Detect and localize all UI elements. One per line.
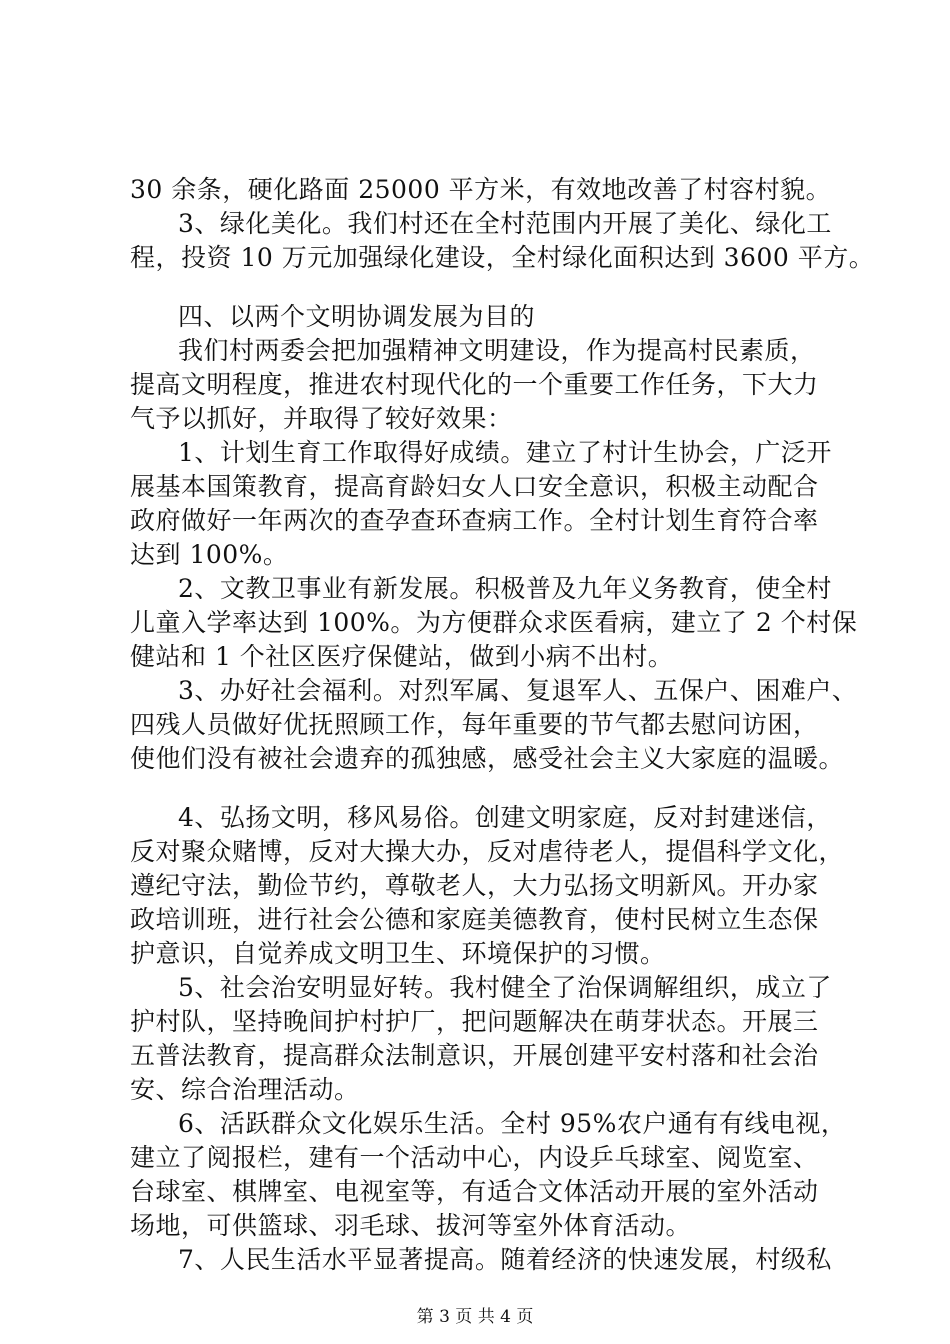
- text-line: 护意识，自觉养成文明卫生、环境保护的习惯。: [130, 939, 666, 968]
- text-line: 程，投资 10 万元加强绿化建设，全村绿化面积达到 3600 平方。: [130, 243, 875, 272]
- text-line: 5、社会治安明显好转。我村健全了治保调解组织，成立了: [178, 973, 832, 1002]
- text-line: 6、活跃群众文化娱乐生活。全村 95%农户通有有线电视，: [178, 1109, 847, 1138]
- text-line: 政培训班，进行社会公德和家庭美德教育，使村民树立生态保: [130, 905, 819, 934]
- text-line: 我们村两委会把加强精神文明建设，作为提高村民素质，: [178, 336, 816, 365]
- text-line: 五普法教育，提高群众法制意识，开展创建平安村落和社会治: [130, 1041, 819, 1070]
- text-line: 安、综合治理活动。: [130, 1075, 360, 1104]
- text-line: 3、绿化美化。我们村还在全村范围内开展了美化、绿化工: [178, 209, 832, 238]
- text-line: 台球室、棋牌室、电视室等，有适合文体活动开展的室外活动: [130, 1177, 819, 1206]
- text-line: 健站和 1 个社区医疗保健站，做到小病不出村。: [130, 642, 674, 671]
- text-line: 遵纪守法，勤俭节约，尊敬老人，大力弘扬文明新风。开办家: [130, 871, 819, 900]
- text-line: 提高文明程度，推进农村现代化的一个重要工作任务，下大力: [130, 370, 819, 399]
- text-line: 7、人民生活水平显著提高。随着经济的快速发展，村级私: [178, 1245, 832, 1274]
- text-line: 儿童入学率达到 100%。为方便群众求医看病，建立了 2 个村保: [130, 608, 858, 637]
- text-line: 2、文教卫事业有新发展。积极普及九年义务教育，使全村: [178, 574, 832, 603]
- text-line: 四残人员做好优抚照顾工作，每年重要的节气都去慰问访困，: [130, 710, 819, 739]
- text-line: 反对聚众赌博，反对大操大办，反对虐待老人，提倡科学文化，: [130, 837, 845, 866]
- text-line: 气予以抓好，并取得了较好效果：: [130, 404, 513, 433]
- text-line: 3、办好社会福利。对烈军属、复退军人、五保户、困难户、: [178, 676, 858, 705]
- text-line: 建立了阅报栏，建有一个活动中心，内设乒乓球室、阅览室、: [130, 1143, 819, 1172]
- text-line: 30 余条，硬化路面 25000 平方米，有效地改善了村容村貌。: [130, 175, 832, 204]
- text-line: 1、计划生育工作取得好成绩。建立了村计生协会，广泛开: [178, 438, 832, 467]
- text-line: 场地，可供篮球、羽毛球、拔河等室外体育活动。: [130, 1211, 692, 1240]
- section-heading: 四、以两个文明协调发展为目的: [178, 302, 536, 331]
- page-footer: 第 3 页 共 4 页: [416, 1307, 534, 1327]
- text-line: 4、弘扬文明，移风易俗。创建文明家庭，反对封建迷信，: [178, 803, 832, 832]
- text-line: 政府做好一年两次的查孕查环查病工作。全村计划生育符合率: [130, 506, 819, 535]
- text-line: 护村队，坚持晚间护村护厂，把问题解决在萌芽状态。开展三: [130, 1007, 819, 1036]
- text-line: 达到 100%。: [130, 540, 289, 569]
- text-line: 使他们没有被社会遗弃的孤独感，感受社会主义大家庭的温暖。: [130, 744, 845, 773]
- text-line: 展基本国策教育，提高育龄妇女人口安全意识，积极主动配合: [130, 472, 819, 501]
